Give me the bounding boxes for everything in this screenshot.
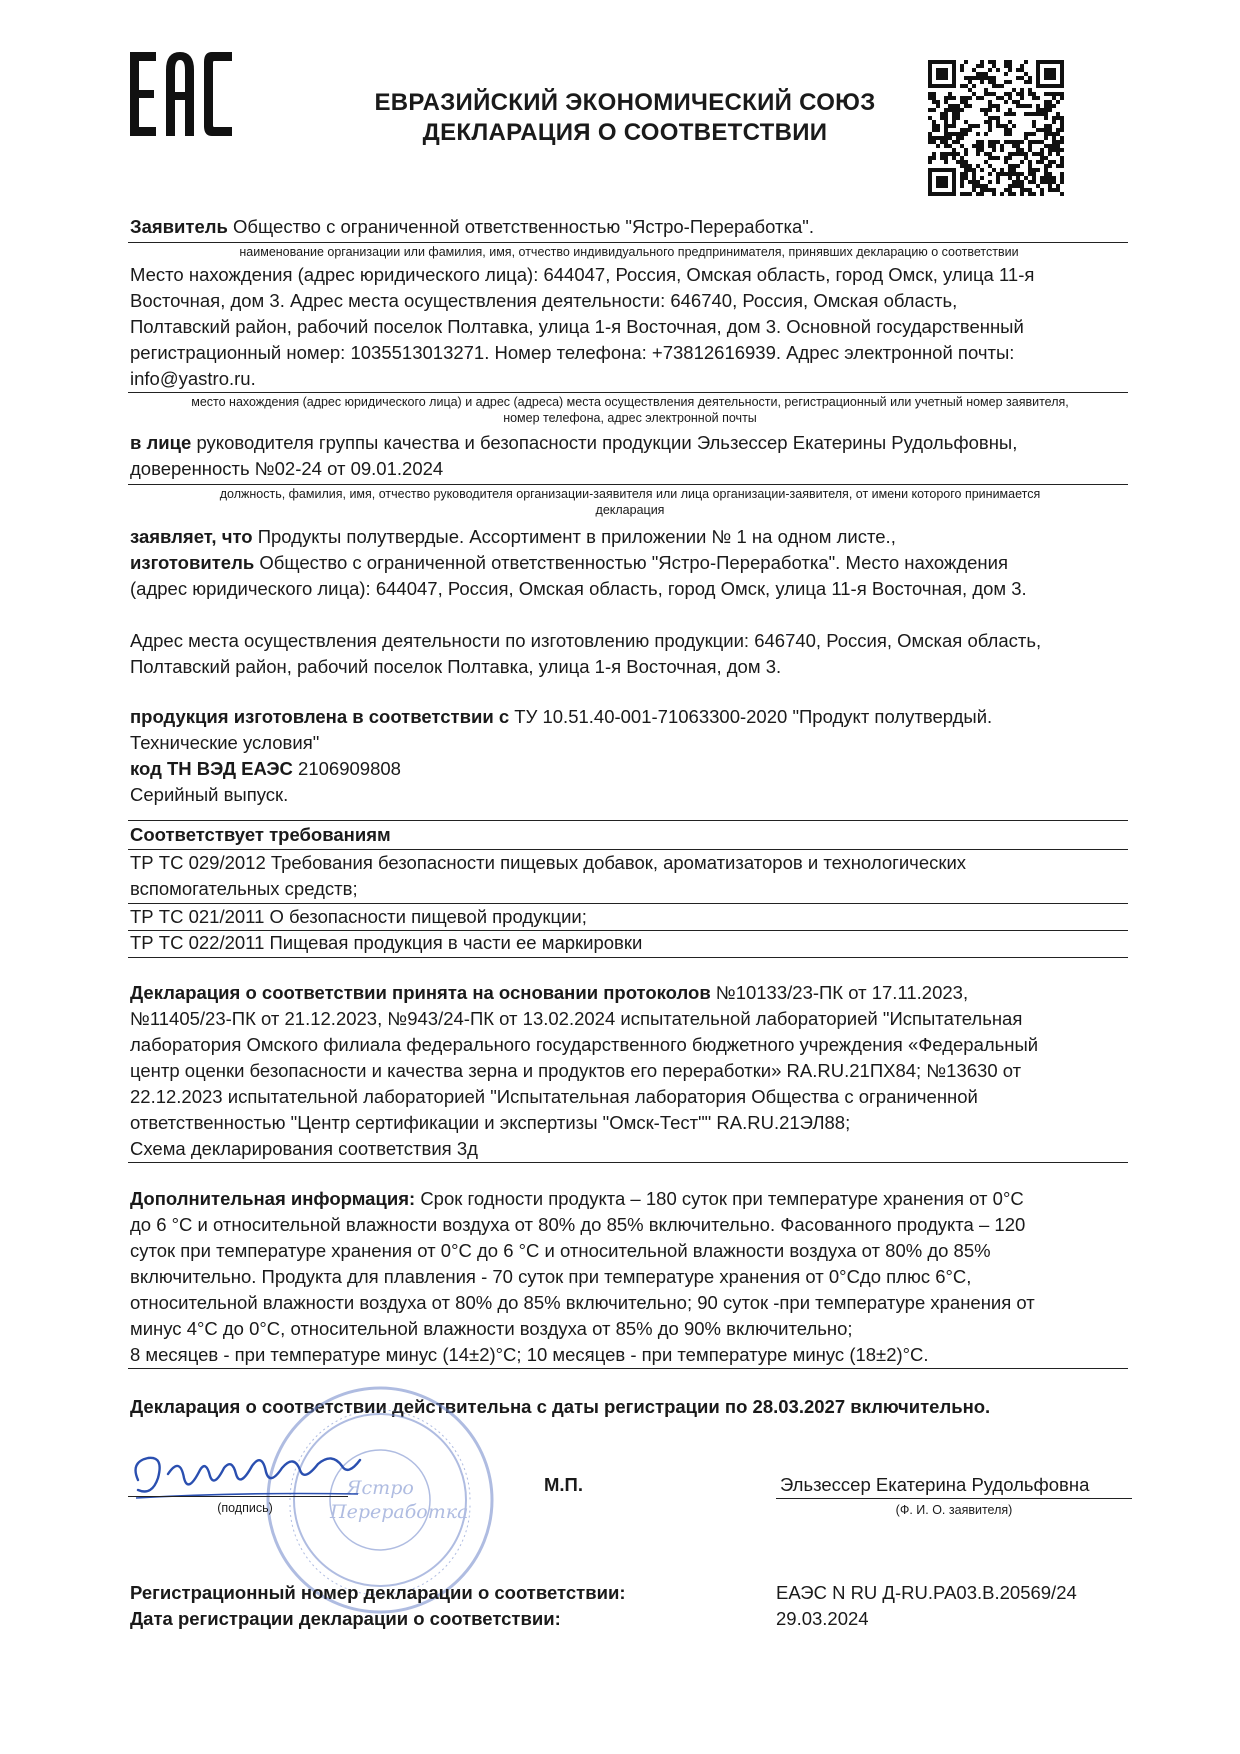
production-line1: Адрес места осуществления деятельности по изготовлению продукции: 646740, Россия, Омская область, [130, 630, 1042, 651]
eac-logo [128, 50, 234, 138]
requirement-item: вспомогательных средств; [130, 878, 358, 899]
representative-label: в лице [130, 432, 192, 453]
address-line: info@yastro.ru. [130, 368, 256, 389]
validity-label: Декларация о соответствии действительна с даты регистрации по [130, 1396, 748, 1417]
signature-line [128, 1496, 348, 1497]
requirement-item: ТР ТС 021/2011 О безопасности пищевой продукции; [130, 906, 587, 927]
representative-caption-1: должность, фамилия, имя, отчество руководителя организации-заявителя или лица организации-заявителя, от имени которого принимается [219, 487, 1041, 501]
manufacturer-line1 [130, 550, 1130, 576]
representative-value: руководителя группы качества и безопасности продукции Эльзессер Екатерины Рудольфовны, [196, 432, 1018, 453]
additional-line: включительно. Продукта для плавления - 70 суток при температуре хранения от 0°Сдо плюс 6°С, [130, 1266, 972, 1287]
applicant-name: Эльзессер Екатерина Рудольфовна [780, 1474, 1090, 1495]
declares-line [130, 524, 1130, 550]
additional-line: относительной влажности воздуха от 80% до 85% включительно; 90 суток -при температуре хранения от [130, 1292, 1035, 1313]
address-line: Место нахождения (адрес юридического лица): 644047, Россия, Омская область, город Омск, улица 11-я [130, 264, 1035, 285]
manufacturer-value: Общество с ограниченной ответственностью "Ястро-Переработка". Место нахождения [259, 552, 1008, 573]
basis-line: лаборатория Омского филиала федерального государственного бюджетного учреждения «Федеральный [130, 1034, 1039, 1055]
representative-line2: доверенность №02-24 от 09.01.2024 [130, 458, 444, 479]
standard-label: продукция изготовлена в соответствии с [130, 706, 510, 727]
requirements-title: Соответствует требованиям [130, 824, 391, 845]
serial-line: Серийный выпуск. [130, 784, 289, 805]
manufacturer-label: изготовитель [130, 552, 255, 573]
applicant-line [130, 214, 1120, 240]
address-caption-2: номер телефона, адрес электронной почты [503, 411, 757, 425]
requirement-item: ТР ТС 022/2011 Пищевая продукция в части ее маркировки [130, 932, 643, 953]
standard-line2: Технические условия" [130, 732, 320, 753]
additional-line: 8 месяцев - при температуре минус (14±2)°С; 10 месяцев - при температуре минус (18±2)°С. [130, 1344, 929, 1365]
standard-line1 [130, 704, 1130, 730]
registration-number-label: Регистрационный номер декларации о соответствии: [130, 1582, 626, 1603]
validity-value: 28.03.2027 включительно. [752, 1396, 991, 1417]
additional-line: минус 4°С до 0°С, относительной влажности воздуха от 85% до 90% включительно; [130, 1318, 853, 1339]
divider [128, 484, 1128, 485]
divider [128, 1368, 1128, 1369]
applicant-caption: наименование организации или фамилия, имя, отчество индивидуального предпринимателя, принявших декларацию о соответствии [239, 245, 1019, 259]
divider [128, 820, 1128, 821]
declares-value: Продукты полутвердые. Ассортимент в приложении № 1 на одном листе., [257, 526, 896, 547]
name-caption: (Ф. И. О. заявителя) [895, 1503, 1013, 1517]
code-line [130, 756, 1130, 782]
address-caption-1: место нахождения (адрес юридического лица) и адрес (адреса) места осуществления деятельности, регистрационный или учетный номер заявителя, [191, 395, 1069, 409]
applicant-label: Заявитель [130, 216, 228, 237]
additional-line1 [130, 1186, 1130, 1212]
production-line2: Полтавский район, рабочий поселок Полтавка, улица 1-я Восточная, дом 3. [130, 656, 782, 677]
code-label: код ТН ВЭД ЕАЭС [130, 758, 293, 779]
additional-value: Срок годности продукта – 180 суток при температуре хранения от 0°С [420, 1188, 1024, 1209]
declares-label: заявляет, что [130, 526, 253, 547]
basis-line: центр оценки безопасности и качества зерна и продуктов его переработки» RA.RU.21ПХ84; №13630 от [130, 1060, 1022, 1081]
standard-value: ТУ 10.51.40-001-71063300-2020 "Продукт полутвердый. [514, 706, 993, 727]
applicant-value: Общество с ограниченной ответственностью "Ястро-Переработка". [233, 216, 815, 237]
name-line [776, 1498, 1132, 1499]
representative-line1 [130, 430, 1130, 456]
basis-line: Схема декларирования соответствия 3д [130, 1138, 478, 1159]
divider [128, 957, 1128, 958]
basis-label: Декларация о соответствии принята на основании протоколов [130, 982, 711, 1003]
divider [128, 392, 1128, 393]
basis-value: №10133/23-ПК от 17.11.2023, [715, 982, 969, 1003]
applicant-address [130, 262, 1130, 392]
mp-label: М.П. [544, 1474, 583, 1495]
code-value: 2106909808 [298, 758, 401, 779]
address-line: регистрационный номер: 1035513013271. Номер телефона: +73812616939. Адрес электронной почты: [130, 342, 1015, 363]
signature-caption: (подпись) [217, 1501, 273, 1515]
additional-label: Дополнительная информация: [130, 1188, 416, 1209]
additional-line: до 6 °С и относительной влажности воздуха от 80% до 85% включительно. Фасованного продукта – 120 [130, 1214, 1026, 1235]
header-title-line2: ДЕКЛАРАЦИЯ О СООТВЕТСТВИИ [422, 119, 828, 146]
basis-text [130, 1006, 1130, 1162]
registration-date-label: Дата регистрации декларации о соответствии: [130, 1608, 561, 1629]
registration-date-value: 29.03.2024 [776, 1608, 869, 1629]
divider [128, 1162, 1128, 1163]
registration-number-value: ЕАЭС N RU Д-RU.РА03.В.20569/24 [776, 1582, 1077, 1603]
header-title-line1: ЕВРАЗИЙСКИЙ ЭКОНОМИЧЕСКИЙ СОЮЗ [374, 89, 876, 116]
divider [128, 242, 1128, 243]
additional-line: суток при температуре хранения от 0°С до 6 °С и относительной влажности воздуха от 80% до 85% [130, 1240, 991, 1261]
address-line: Восточная, дом 3. Адрес места осуществления деятельности: 646740, Россия, Омская область, [130, 290, 958, 311]
basis-line: 22.12.2023 испытательной лабораторией "Испытательная лаборатория Общества с ограниченной [130, 1086, 978, 1107]
basis-line: №11405/23-ПК от 21.12.2023, №943/24-ПК от 13.02.2024 испытательной лабораторией "Испытательная [130, 1008, 1023, 1029]
stamp-text: Ястро Переработка [330, 1477, 469, 1523]
address-line: Полтавский район, рабочий поселок Полтавка, улица 1-я Восточная, дом 3. Основной государственный [130, 316, 1024, 337]
additional-text [130, 1212, 1130, 1368]
qr-code-icon [928, 60, 1064, 196]
manufacturer-line2: (адрес юридического лица): 644047, Россия, Омская область, город Омск, улица 11-я Восточная, дом 3. [130, 578, 1027, 599]
basis-line1 [130, 980, 1130, 1006]
requirement-item: ТР ТС 029/2012 Требования безопасности пищевых добавок, ароматизаторов и технологических [130, 852, 967, 873]
representative-caption-2: декларация [595, 503, 665, 517]
basis-line: ответственностью "Центр сертификации и экспертизы "Омск-Тест"" RA.RU.21ЭЛ88; [130, 1112, 851, 1133]
